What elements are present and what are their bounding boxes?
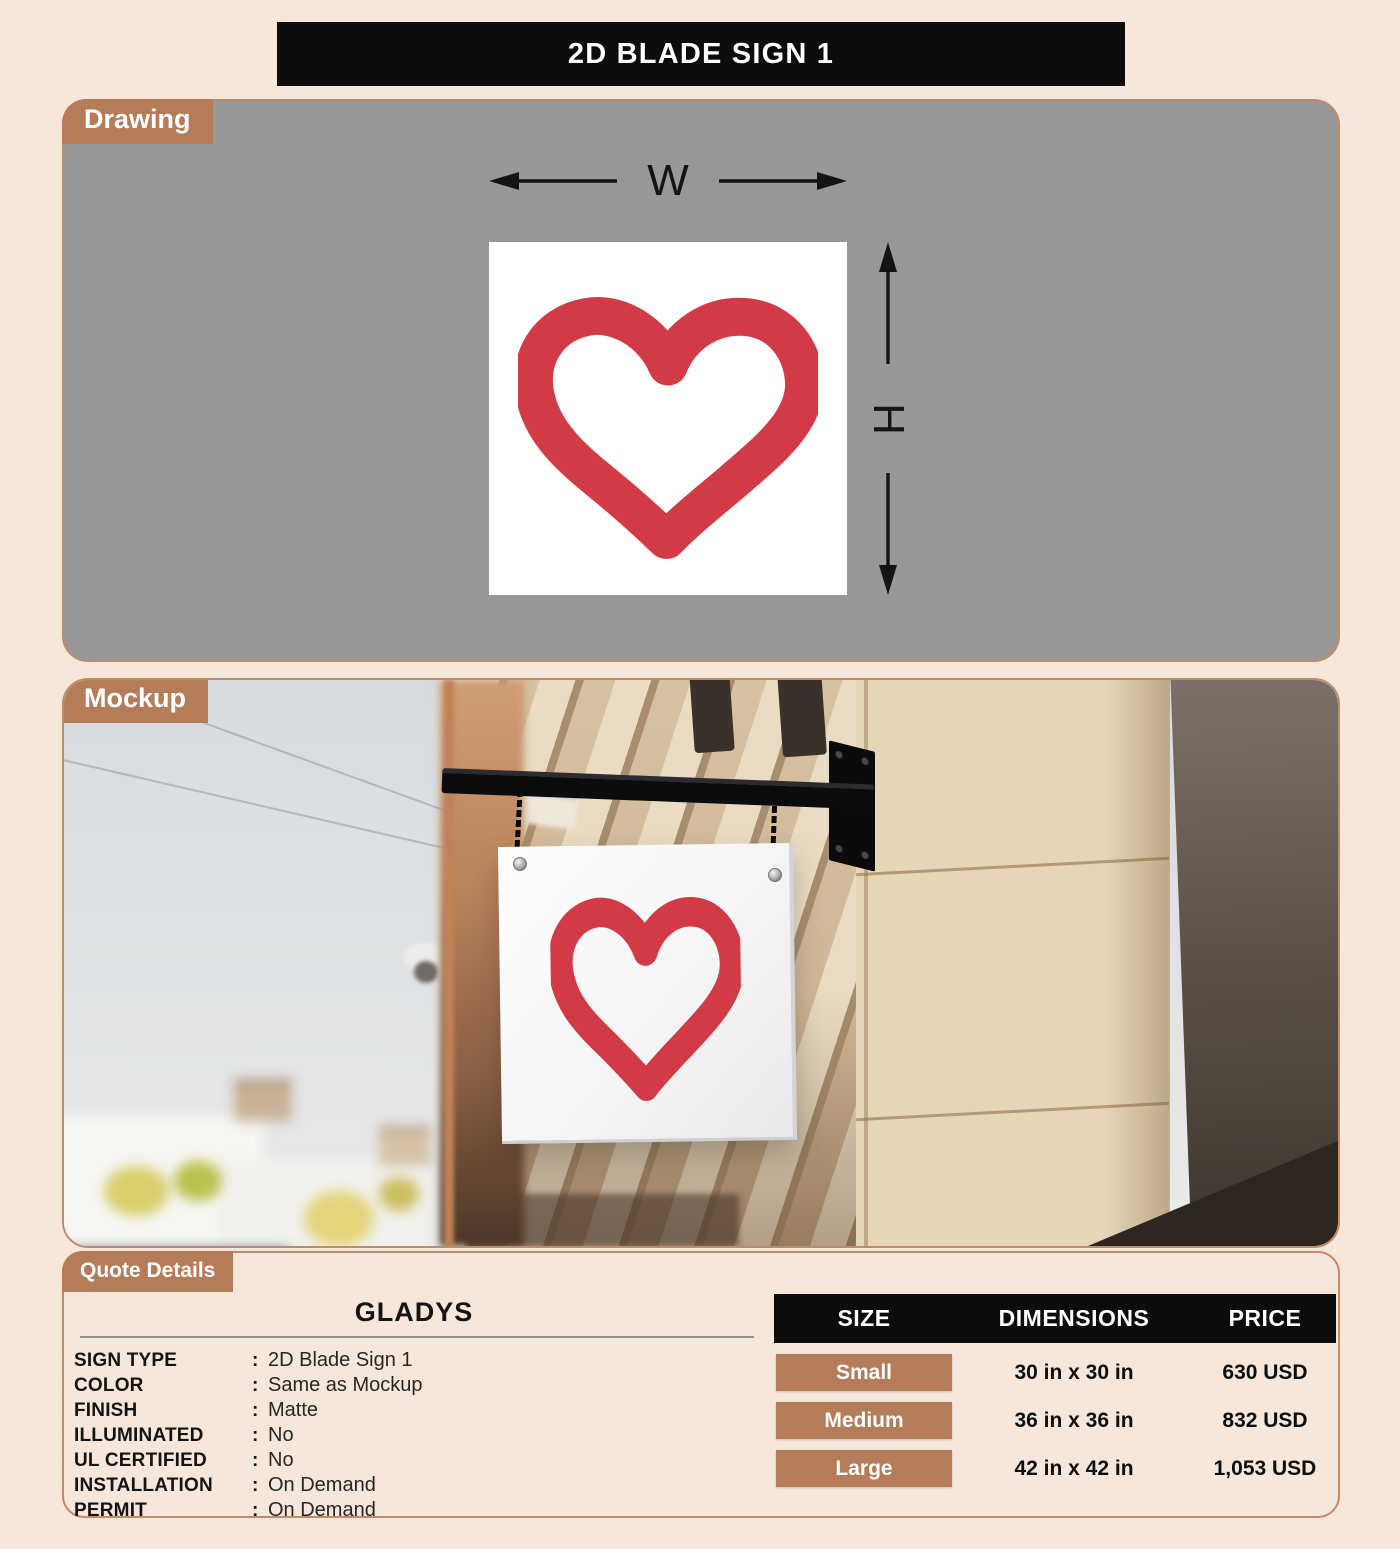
size-small-button[interactable]: Small [776,1354,952,1391]
distant-buildings [64,1021,449,1246]
table-row-large [774,1450,1336,1487]
col-header-dimensions: DIMENSIONS [998,1305,1150,1331]
spec-row-ul-certified: UL CERTIFIED : No [74,1449,294,1471]
pricing-table-header [774,1294,1336,1343]
spec-row-permit: PERMIT : On Demand [74,1499,376,1521]
mockup-section [62,678,1340,1248]
dimensions-value: 36 in x 36 in [1014,1408,1134,1432]
drain-pipe [444,680,454,1246]
page-title: 2D BLADE SIGN 1 [277,22,1125,86]
height-arrow-up-icon [875,242,901,366]
mockup-photo [64,680,1338,1246]
quote-details-section-label: Quote Details [62,1251,233,1292]
heart-logo-icon [549,882,742,1103]
width-dimension [489,153,847,209]
price-value: 630 USD [1222,1360,1308,1384]
pricing-table [774,1294,1336,1487]
drawing-section [62,99,1340,662]
dimensions-value: 42 in x 42 in [1014,1456,1134,1480]
drawing-section-label: Drawing [62,99,213,144]
blade-sign-mockup [498,843,797,1144]
spec-row-illuminated: ILLUMINATED : No [74,1424,294,1446]
width-arrow-left-icon [489,168,619,194]
dimensions-value: 30 in x 30 in [1014,1360,1134,1384]
price-value: 1,053 USD [1213,1456,1317,1480]
spec-row-finish: FINISH : Matte [74,1399,319,1421]
spec-list [74,1348,764,1523]
col-header-price: PRICE [1228,1305,1302,1331]
height-arrow-down-icon [875,471,901,595]
table-row-medium [774,1402,1336,1439]
quote-details-section [62,1251,1340,1521]
width-arrow-right-icon [717,168,847,194]
divider [80,1336,754,1338]
customer-name: GLADYS [354,1297,474,1327]
width-label: W [647,156,689,205]
table-row-small [774,1354,1336,1391]
height-label: H [864,402,913,435]
height-dimension [856,242,920,595]
heart-logo-icon [518,279,818,559]
col-header-size: SIZE [837,1305,891,1331]
size-large-button[interactable]: Large [776,1450,952,1487]
sign-drawing-face [489,242,847,595]
spec-row-sign-type: SIGN TYPE : 2D Blade Sign 1 [74,1349,413,1371]
size-medium-button[interactable]: Medium [776,1402,952,1439]
quote-summary [64,1293,764,1523]
mockup-section-label: Mockup [62,678,208,723]
screw-icon [768,868,782,882]
screw-icon [513,857,527,871]
price-value: 832 USD [1222,1408,1308,1432]
column-shadow [1104,680,1170,1246]
spec-row-color: COLOR : Same as Mockup [74,1374,423,1396]
spec-row-installation: INSTALLATION : On Demand [74,1474,376,1496]
